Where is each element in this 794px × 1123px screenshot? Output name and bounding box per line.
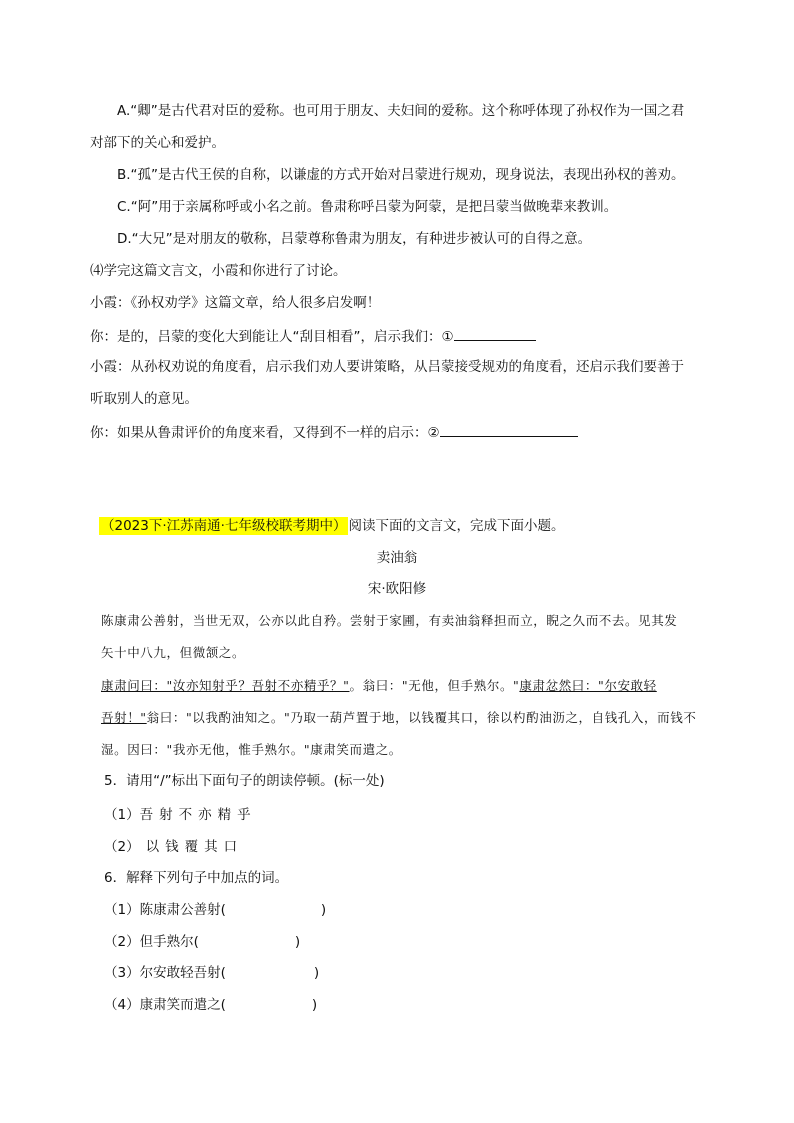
option-c: C.“阿”用于亲属称呼或小名之前。鲁肃称呼吕蒙为阿蒙，是把吕蒙当做晚辈来教训。 xyxy=(117,199,618,215)
passage-author: 宋·欧阳修 xyxy=(367,581,427,597)
passage-p2-line2-rest: 翁曰："以我酌油知之。"乃取一葫芦置于地，以钱覆其口，徐以杓酌油沥之，自钱孔入，而钱不 xyxy=(146,710,697,725)
q6-item-2 xyxy=(104,933,300,951)
q5-item-1-text[interactable]: 吾射不亦精乎 xyxy=(139,807,257,823)
q6-item-2-text: （2）但手熟尔( xyxy=(104,934,199,950)
q6-item-1-close: ) xyxy=(320,902,327,918)
passage-p2-line1-mid: 。翁曰："无他，但手熟尔。" xyxy=(349,678,520,693)
underlined-quote-2b: 吾射！" xyxy=(101,710,147,725)
answer-blank-1[interactable] xyxy=(454,326,536,341)
you-line-1-text: 你：是的，吕蒙的变化大到能让人“刮目相看”，启示我们：① xyxy=(90,329,454,345)
xiaoxia-line-2a: 小霞：从孙权劝说的角度看，启示我们劝人要讲策略，从吕蒙接受规劝的角度看，还启示我们要善于 xyxy=(90,359,684,375)
source-tag: （2023下·江苏南通·七年级校联考期中） xyxy=(101,518,347,534)
q5-item-2-text[interactable]: 以钱覆其口 xyxy=(145,839,244,855)
question-4-prompt: ⑷学完这篇文言文，小霞和你进行了讨论。 xyxy=(90,263,347,279)
you-line-2-text: 你：如果从鲁肃评价的角度来看，又得到不一样的启示：② xyxy=(90,425,440,441)
section-instruction: 阅读下面的文言文，完成下面小题。 xyxy=(348,518,565,534)
option-a-line2: 对部下的关心和爱护。 xyxy=(90,135,225,151)
q6-item-3-text: （3）尔安敢轻吾射( xyxy=(104,965,226,981)
q5-item-1-num: （1） xyxy=(104,807,140,823)
q5-item-2 xyxy=(104,838,243,856)
you-line-1 xyxy=(90,326,536,346)
q6-item-2-close: ) xyxy=(294,934,301,950)
xiaoxia-line-1: 小霞：《孙权劝学》这篇文章，给人很多启发啊！ xyxy=(90,295,381,311)
underlined-quote-2a: 康肃忿然曰："尔安敢轻 xyxy=(519,678,657,693)
passage-p2-line1 xyxy=(101,677,657,695)
passage-p2-line2 xyxy=(101,709,696,727)
q5-item-1 xyxy=(104,806,257,824)
answer-blank-2[interactable] xyxy=(440,422,578,437)
q6-item-1 xyxy=(104,901,326,919)
passage-title: 卖油翁 xyxy=(376,550,418,566)
q6-item-1-text: （1）陈康肃公善射( xyxy=(104,902,226,918)
underlined-quote-1: 康肃问曰："汝亦知射乎？吾射不亦精乎？" xyxy=(101,678,350,693)
question-5-prompt: 5．请用“/”标出下面句子的朗读停顿。(标一处) xyxy=(104,773,385,789)
q5-item-2-num: （2） xyxy=(104,839,140,855)
section-header xyxy=(99,517,564,535)
passage-p1-line2: 矢十中八九，但微颔之。 xyxy=(101,645,246,660)
q6-item-4-close: ) xyxy=(311,997,318,1013)
option-d: D.“大兄”是对朋友的敬称，吕蒙尊称鲁肃为朋友，有种进步被认可的自得之意。 xyxy=(117,231,592,247)
q6-item-3 xyxy=(104,964,319,982)
q6-item-4-text: （4）康肃笑而遣之( xyxy=(104,997,226,1013)
q6-item-3-close: ) xyxy=(313,965,320,981)
passage-p2-line3: 湿。因曰："我亦无他，惟手熟尔。"康肃笑而遣之。 xyxy=(101,742,402,757)
option-b: B.“孤”是古代王侯的自称，以谦虚的方式开始对吕蒙进行规劝，现身说法，表现出孙权的善劝。 xyxy=(117,167,685,183)
question-6-prompt: 6．解释下列句子中加点的词。 xyxy=(104,870,289,886)
q6-item-4 xyxy=(104,996,317,1014)
xiaoxia-line-2b: 听取别人的意见。 xyxy=(90,391,198,407)
you-line-2 xyxy=(90,422,578,442)
passage-p1-line1: 陈康肃公善射，当世无双，公亦以此自矜。尝射于家圃，有卖油翁释担而立，睨之久而不去。见其发 xyxy=(101,613,678,628)
option-a-line1: A.“卿”是古代君对臣的爱称。也可用于朋友、夫妇间的爱称。这个称呼体现了孙权作为一国之君 xyxy=(117,103,685,119)
